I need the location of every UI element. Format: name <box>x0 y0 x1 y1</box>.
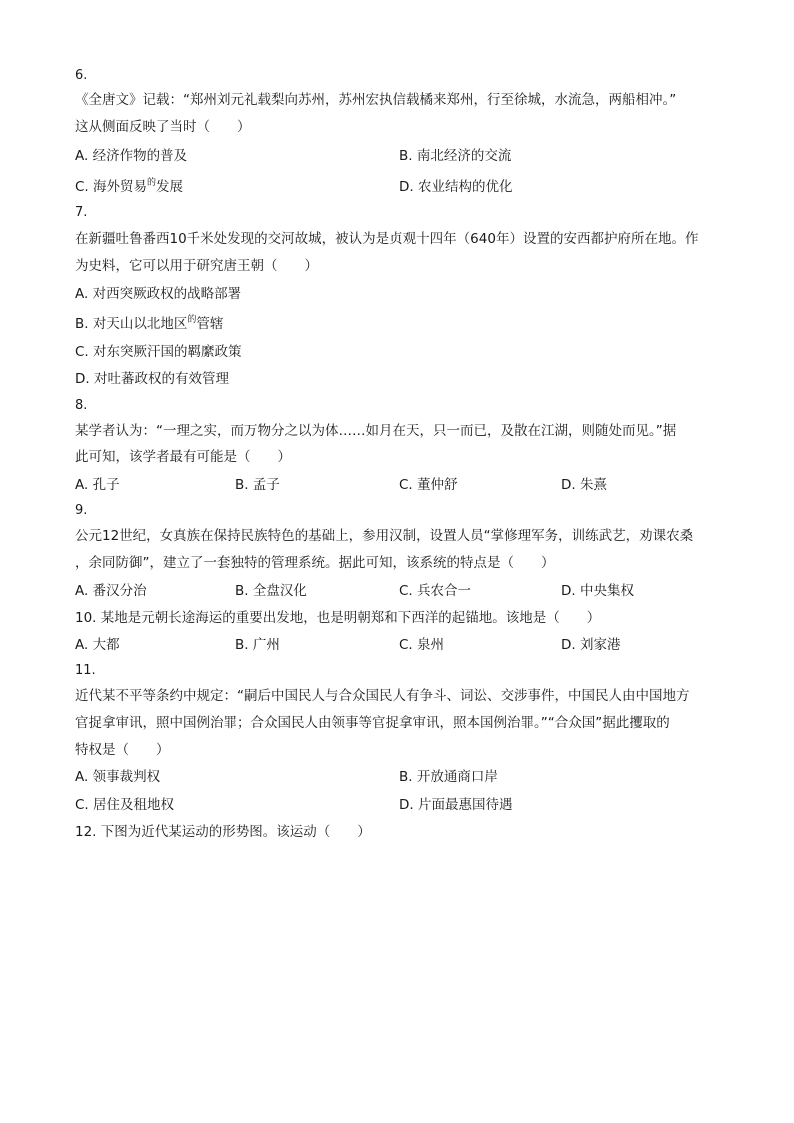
q10-option-a[interactable]: A. 大都 <box>75 637 120 653</box>
q9-option-d[interactable]: D. 中央集权 <box>561 583 634 599</box>
q7-option-b-sup: 的 <box>187 315 197 325</box>
q7-option-b-text: B. 对天山以北地区 <box>75 316 188 332</box>
q7-option-d[interactable]: D. 对吐蕃政权的有效管理 <box>75 371 229 387</box>
q11-stem-line3: 特权是（ ） <box>75 742 170 758</box>
q6-stem-line1: 《全唐文》记载：“郑州刘元礼载梨向苏州，苏州宏执信载橘来郑州，行至徐城，水流急，两船相冲。” <box>75 92 677 108</box>
q11-stem-line2: 官捉拿审讯，照中国例治罪；合众国民人由领事等官捉拿审讯，照本国例治罪。”“合众国”据此攫取的 <box>75 715 670 731</box>
q6-option-c[interactable] <box>75 177 183 199</box>
q7-option-b-tail: 管辖 <box>196 316 224 332</box>
q6-option-c-sup: 的 <box>147 178 157 188</box>
q10-option-b[interactable]: B. 广州 <box>235 637 280 653</box>
q6-option-c-tail: 发展 <box>156 179 184 195</box>
q6-option-d[interactable]: D. 农业结构的优化 <box>399 179 513 195</box>
q11-option-a[interactable]: A. 领事裁判权 <box>75 769 161 785</box>
q11-number: 11. <box>75 663 96 678</box>
q12-stem: 12. 下图为近代某运动的形势图。该运动（ ） <box>75 824 371 840</box>
q10-stem: 10. 某地是元朝长途海运的重要出发地，也是明朝郑和下西洋的起锚地。该地是（ ） <box>75 610 601 626</box>
q9-option-a[interactable]: A. 番汉分治 <box>75 583 147 599</box>
q6-option-b[interactable]: B. 南北经济的交流 <box>399 148 512 164</box>
q8-option-b[interactable]: B. 孟子 <box>235 477 280 493</box>
q6-option-a[interactable]: A. 经济作物的普及 <box>75 148 188 164</box>
q8-stem-line1: 某学者认为：“一理之实，而万物分之以为体……如月在天，只一而已，及散在江湖，则随处而见。”据 <box>75 423 677 439</box>
q7-stem-line2: 为史料，它可以用于研究唐王朝（ ） <box>75 258 318 274</box>
q9-option-c[interactable]: C. 兵农合一 <box>399 583 472 599</box>
q7-stem-line1: 在新疆吐鲁番西10千米处发现的交河故城，被认为是贞观十四年（640年）设置的安西都护府所在地。作 <box>75 231 699 247</box>
q9-number: 9. <box>75 503 88 518</box>
q10-option-d[interactable]: D. 刘家港 <box>561 637 621 653</box>
q10-option-c[interactable]: C. 泉州 <box>399 637 445 653</box>
q8-number: 8. <box>75 398 88 413</box>
q6-number: 6. <box>75 68 88 83</box>
q11-option-c[interactable]: C. 居住及租地权 <box>75 797 175 813</box>
q6-stem-line2: 这从侧面反映了当时（ ） <box>75 119 251 135</box>
q7-option-a[interactable]: A. 对西突厥政权的战略部署 <box>75 286 242 302</box>
q8-option-c[interactable]: C. 董仲舒 <box>399 477 458 493</box>
q9-stem-line2: ，余同防御”，建立了一套独特的管理系统。据此可知，该系统的特点是（ ） <box>75 555 555 571</box>
q9-stem-line1: 公元12世纪，女真族在保持民族特色的基础上，参用汉制，设置人员“掌修理军务，训练武艺，劝课农桑 <box>75 528 694 544</box>
q8-stem-line2: 此可知，该学者最有可能是（ ） <box>75 449 291 465</box>
q7-option-b[interactable] <box>75 314 223 336</box>
q11-stem-line1: 近代某不平等条约中规定：“嗣后中国民人与合众国民人有争斗、词讼、交涉事件，中国民人由中国地方 <box>75 688 690 704</box>
q7-number: 7. <box>75 205 88 220</box>
q8-option-a[interactable]: A. 孔子 <box>75 477 120 493</box>
q9-option-b[interactable]: B. 全盘汉化 <box>235 583 307 599</box>
q6-option-c-text: C. 海外贸易 <box>75 179 148 195</box>
q7-option-c[interactable]: C. 对东突厥汗国的羁縻政策 <box>75 344 242 360</box>
q8-option-d[interactable]: D. 朱熹 <box>561 477 607 493</box>
q11-option-b[interactable]: B. 开放通商口岸 <box>399 769 498 785</box>
q11-option-d[interactable]: D. 片面最惠国待遇 <box>399 797 513 813</box>
